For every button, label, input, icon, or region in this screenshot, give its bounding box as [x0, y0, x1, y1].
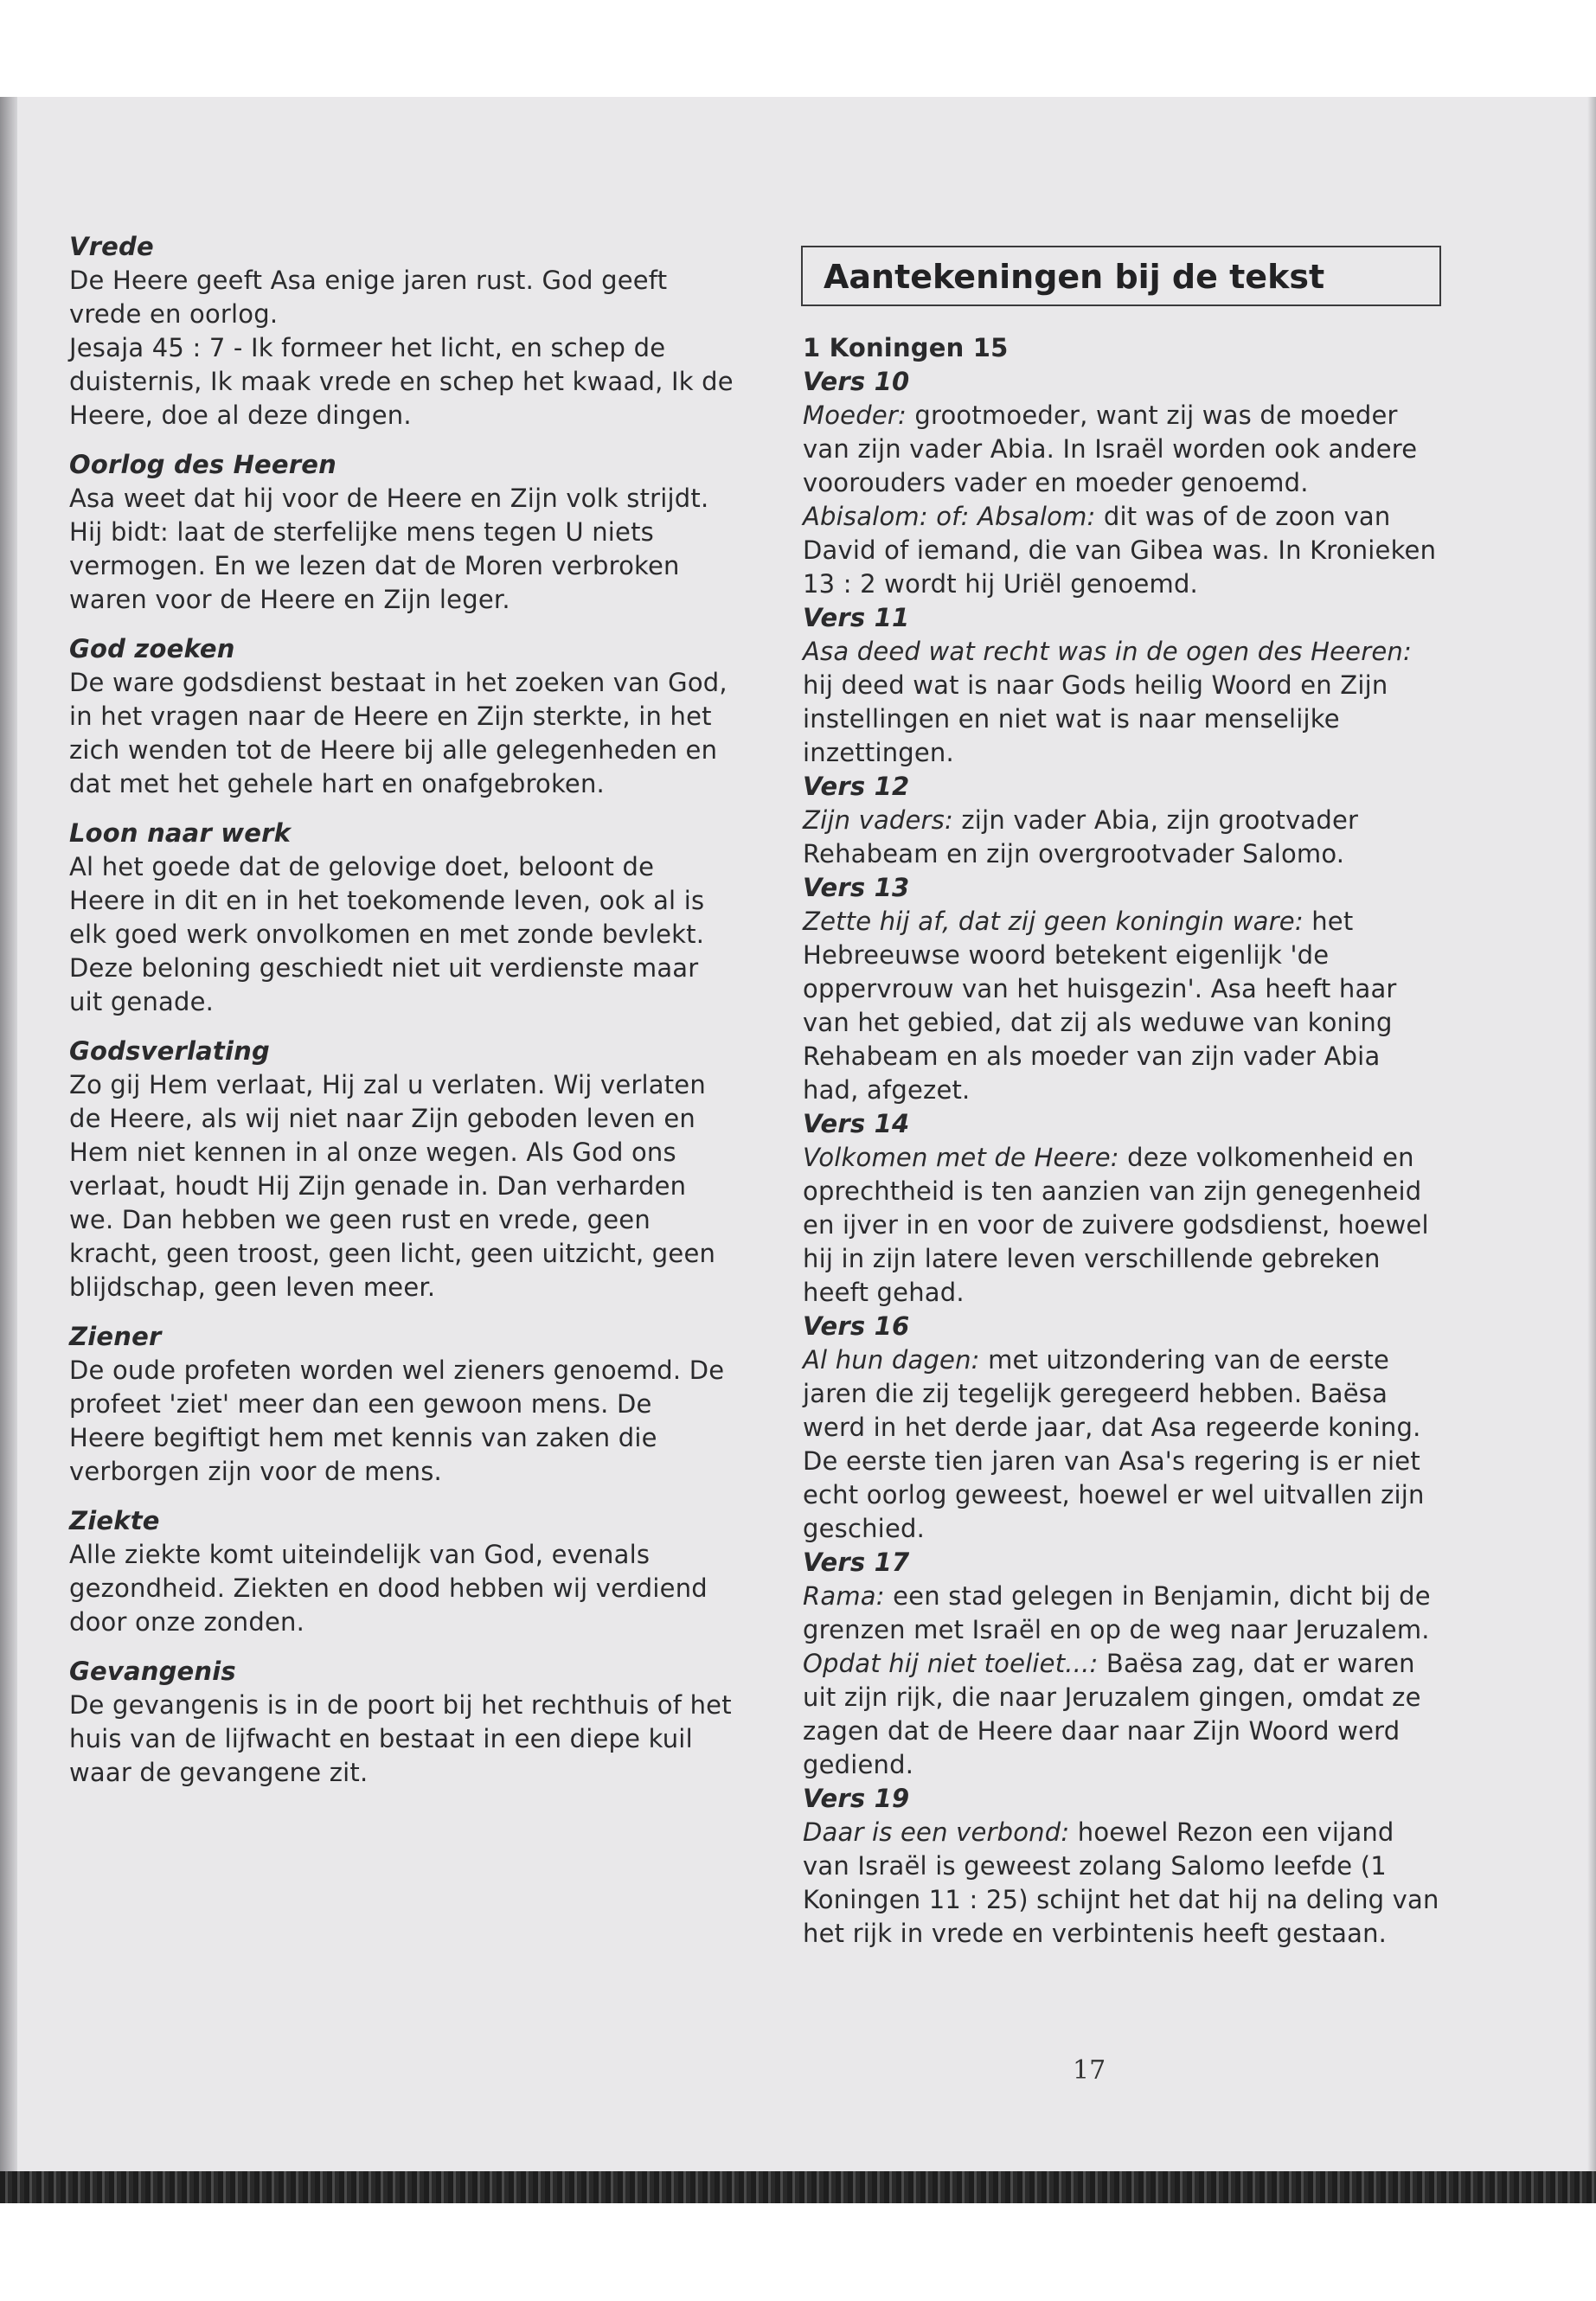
section-text: Al het goede dat de gelovige doet, beloont de Heere in dit en in het toekomende leven, ook al is elk goed werk onvolkomen en met zonde bevlekt. Deze beloning geschiedt niet uit verdienste maar uit genade.	[69, 852, 705, 1016]
note-text: deze volkomenheid en oprechtheid is ten aanzien van zijn genegenheid en ijver in en voor de zuivere godsdienst, hoewel hij in zijn latere leven verschillende gebreken heeft gehad.	[803, 1143, 1429, 1307]
section-heading: God zoeken	[69, 634, 235, 663]
note-text: het Hebreeuwse woord betekent eigenlijk 'de oppervrouw van het huisgezin'. Asa heeft haar van het gebied, dat zij als weduwe van koning Rehabeam en als moeder van zijn vader Abia had, afgezet.	[803, 907, 1397, 1105]
vers-heading: Vers 14	[803, 1109, 910, 1138]
note-label: Volkomen met de Heere:	[803, 1143, 1119, 1172]
note-entry	[803, 905, 1443, 1107]
section-heading: Oorlog des Heeren	[69, 450, 337, 479]
note-entry	[803, 1141, 1443, 1310]
note-label: Zijn vaders:	[803, 805, 953, 835]
vers-heading: Vers 17	[803, 1548, 910, 1577]
section-text: Zo gij Hem verlaat, Hij zal u verlaten. Wij verlaten de Heere, als wij niet naar Zijn geboden leven en Hem niet kennen in al onze wegen. Als God ons verlaat, houdt Hij Zijn genade in. Dan verharden we. Dan hebben we geen rust en vrede, geen kracht, geen troost, geen licht, geen uitzicht, geen blijdschap, geen leven meer.	[69, 1070, 716, 1302]
page-spine-shadow	[0, 97, 17, 2203]
section-text: Alle ziekte komt uiteindelijk van God, evenals gezondheid. Ziekten en dood hebben wij verdiend door onze zonden.	[69, 1540, 708, 1637]
note-label: Abisalom: of: Absalom:	[803, 502, 1096, 531]
section-text: De Heere geeft Asa enige jaren rust. God geeft vrede en oorlog. Jesaja 45 : 7 - Ik formeer het licht, en schep de duisternis, Ik maak vrede en schep het kwaad, Ik de Heere, doe al deze dingen.	[69, 266, 734, 430]
note-text: met uitzondering van de eerste jaren die zij tegelijk geregeerd hebben. Baësa werd in het derde jaar, dat Asa regeerde koning. De eerste tien jaren van Asa's regering is er niet echt oorlog geweest, hoewel er wel uitvallen zijn geschied.	[803, 1345, 1425, 1543]
page-number: 17	[1073, 2055, 1106, 2086]
section-ziekte	[69, 1504, 735, 1639]
section-gevangenis	[69, 1655, 735, 1790]
left-column	[69, 230, 735, 1805]
notes-title-box	[801, 246, 1441, 306]
vers-heading: Vers 16	[803, 1311, 910, 1341]
scan-border-strip	[0, 2171, 1596, 2203]
notes-title: Aantekeningen bij de tekst	[824, 258, 1325, 296]
section-text: Asa weet dat hij voor de Heere en Zijn volk strijdt. Hij bidt: laat de sterfelijke mens tegen U niets vermogen. En we lezen dat de Moren verbroken waren voor de Heere en Zijn leger.	[69, 484, 709, 614]
vers-heading: Vers 11	[803, 603, 910, 632]
note-label: Asa deed wat recht was in de ogen des Heeren:	[803, 637, 1412, 666]
section-text: De oude profeten worden wel zieners genoemd. De profeet 'ziet' meer dan een gewoon mens. De Heere begiftigt hem met kennis van zaken die verborgen zijn voor de mens.	[69, 1356, 725, 1486]
vers-heading: Vers 13	[803, 873, 910, 902]
note-label: Al hun dagen:	[803, 1345, 980, 1375]
note-text: zijn vader Abia, zijn grootvader Rehabeam en zijn overgrootvader Salomo.	[803, 805, 1359, 868]
note-entry	[803, 1647, 1443, 1782]
section-ziener	[69, 1320, 735, 1489]
section-godsverlating	[69, 1035, 735, 1304]
section-heading: Ziener	[69, 1322, 162, 1351]
note-text: hij deed wat is naar Gods heilig Woord en Zijn instellingen en niet wat is naar menselijke inzettingen.	[803, 670, 1388, 767]
note-label: Rama:	[803, 1581, 885, 1611]
vers-heading: Vers 12	[803, 772, 910, 801]
note-text: dit was of de zoon van David of iemand, die van Gibea was. In Kronieken 13 : 2 wordt hij Uriël genoemd.	[803, 502, 1437, 599]
section-text: De ware godsdienst bestaat in het zoeken van God, in het vragen naar de Heere en Zijn sterkte, in het zich wenden tot de Heere bij alle gelegenheden en dat met het gehele hart en onafgebroken.	[69, 668, 727, 798]
section-text: De gevangenis is in de poort bij het rechthuis of het huis van de lijfwacht en bestaat in een diepe kuil waar de gevangene zit.	[69, 1690, 732, 1787]
section-vrede	[69, 230, 735, 433]
note-entry	[803, 804, 1443, 871]
note-entry	[803, 635, 1443, 770]
section-heading: Loon naar werk	[69, 818, 292, 848]
note-label: Zette hij af, dat zij geen koningin ware:	[803, 907, 1304, 936]
note-entry	[803, 1580, 1443, 1647]
section-heading: Gevangenis	[69, 1657, 236, 1686]
note-label: Moeder:	[803, 401, 907, 430]
note-label: Opdat hij niet toeliet...:	[803, 1649, 1099, 1678]
note-entry	[803, 399, 1443, 500]
section-god-zoeken	[69, 632, 735, 801]
section-oorlog	[69, 448, 735, 617]
page-edge-shadow	[1587, 97, 1596, 2203]
note-text: Baësa zag, dat er waren uit zijn rijk, die naar Jeruzalem gingen, omdat ze zagen dat de Heere daar naar Zijn Woord werd gediend.	[803, 1649, 1421, 1779]
section-loon	[69, 817, 735, 1019]
vers-heading: Vers 10	[803, 367, 910, 396]
note-text: hoewel Rezon een vijand van Israël is geweest zolang Salomo leefde (1 Koningen 11 : 25) schijnt het dat hij na deling van het rijk in vrede en verbintenis heeft gestaan.	[803, 1817, 1439, 1948]
note-label: Daar is een verbond:	[803, 1817, 1070, 1847]
chapter-heading: 1 Koningen 15	[803, 333, 1009, 362]
section-heading: Ziekte	[69, 1506, 160, 1535]
section-heading: Vrede	[69, 232, 154, 261]
note-text: een stad gelegen in Benjamin, dicht bij de grenzen met Israël en op de weg naar Jeruzalem.	[803, 1581, 1431, 1644]
section-heading: Godsverlating	[69, 1036, 270, 1066]
note-entry	[803, 1816, 1443, 1951]
note-text: grootmoeder, want zij was de moeder van zijn vader Abia. In Israël worden ook andere voorouders vader en moeder genoemd.	[803, 401, 1418, 497]
note-entry	[803, 500, 1443, 601]
right-column	[803, 331, 1443, 1951]
vers-heading: Vers 19	[803, 1784, 910, 1813]
note-entry	[803, 1343, 1443, 1546]
